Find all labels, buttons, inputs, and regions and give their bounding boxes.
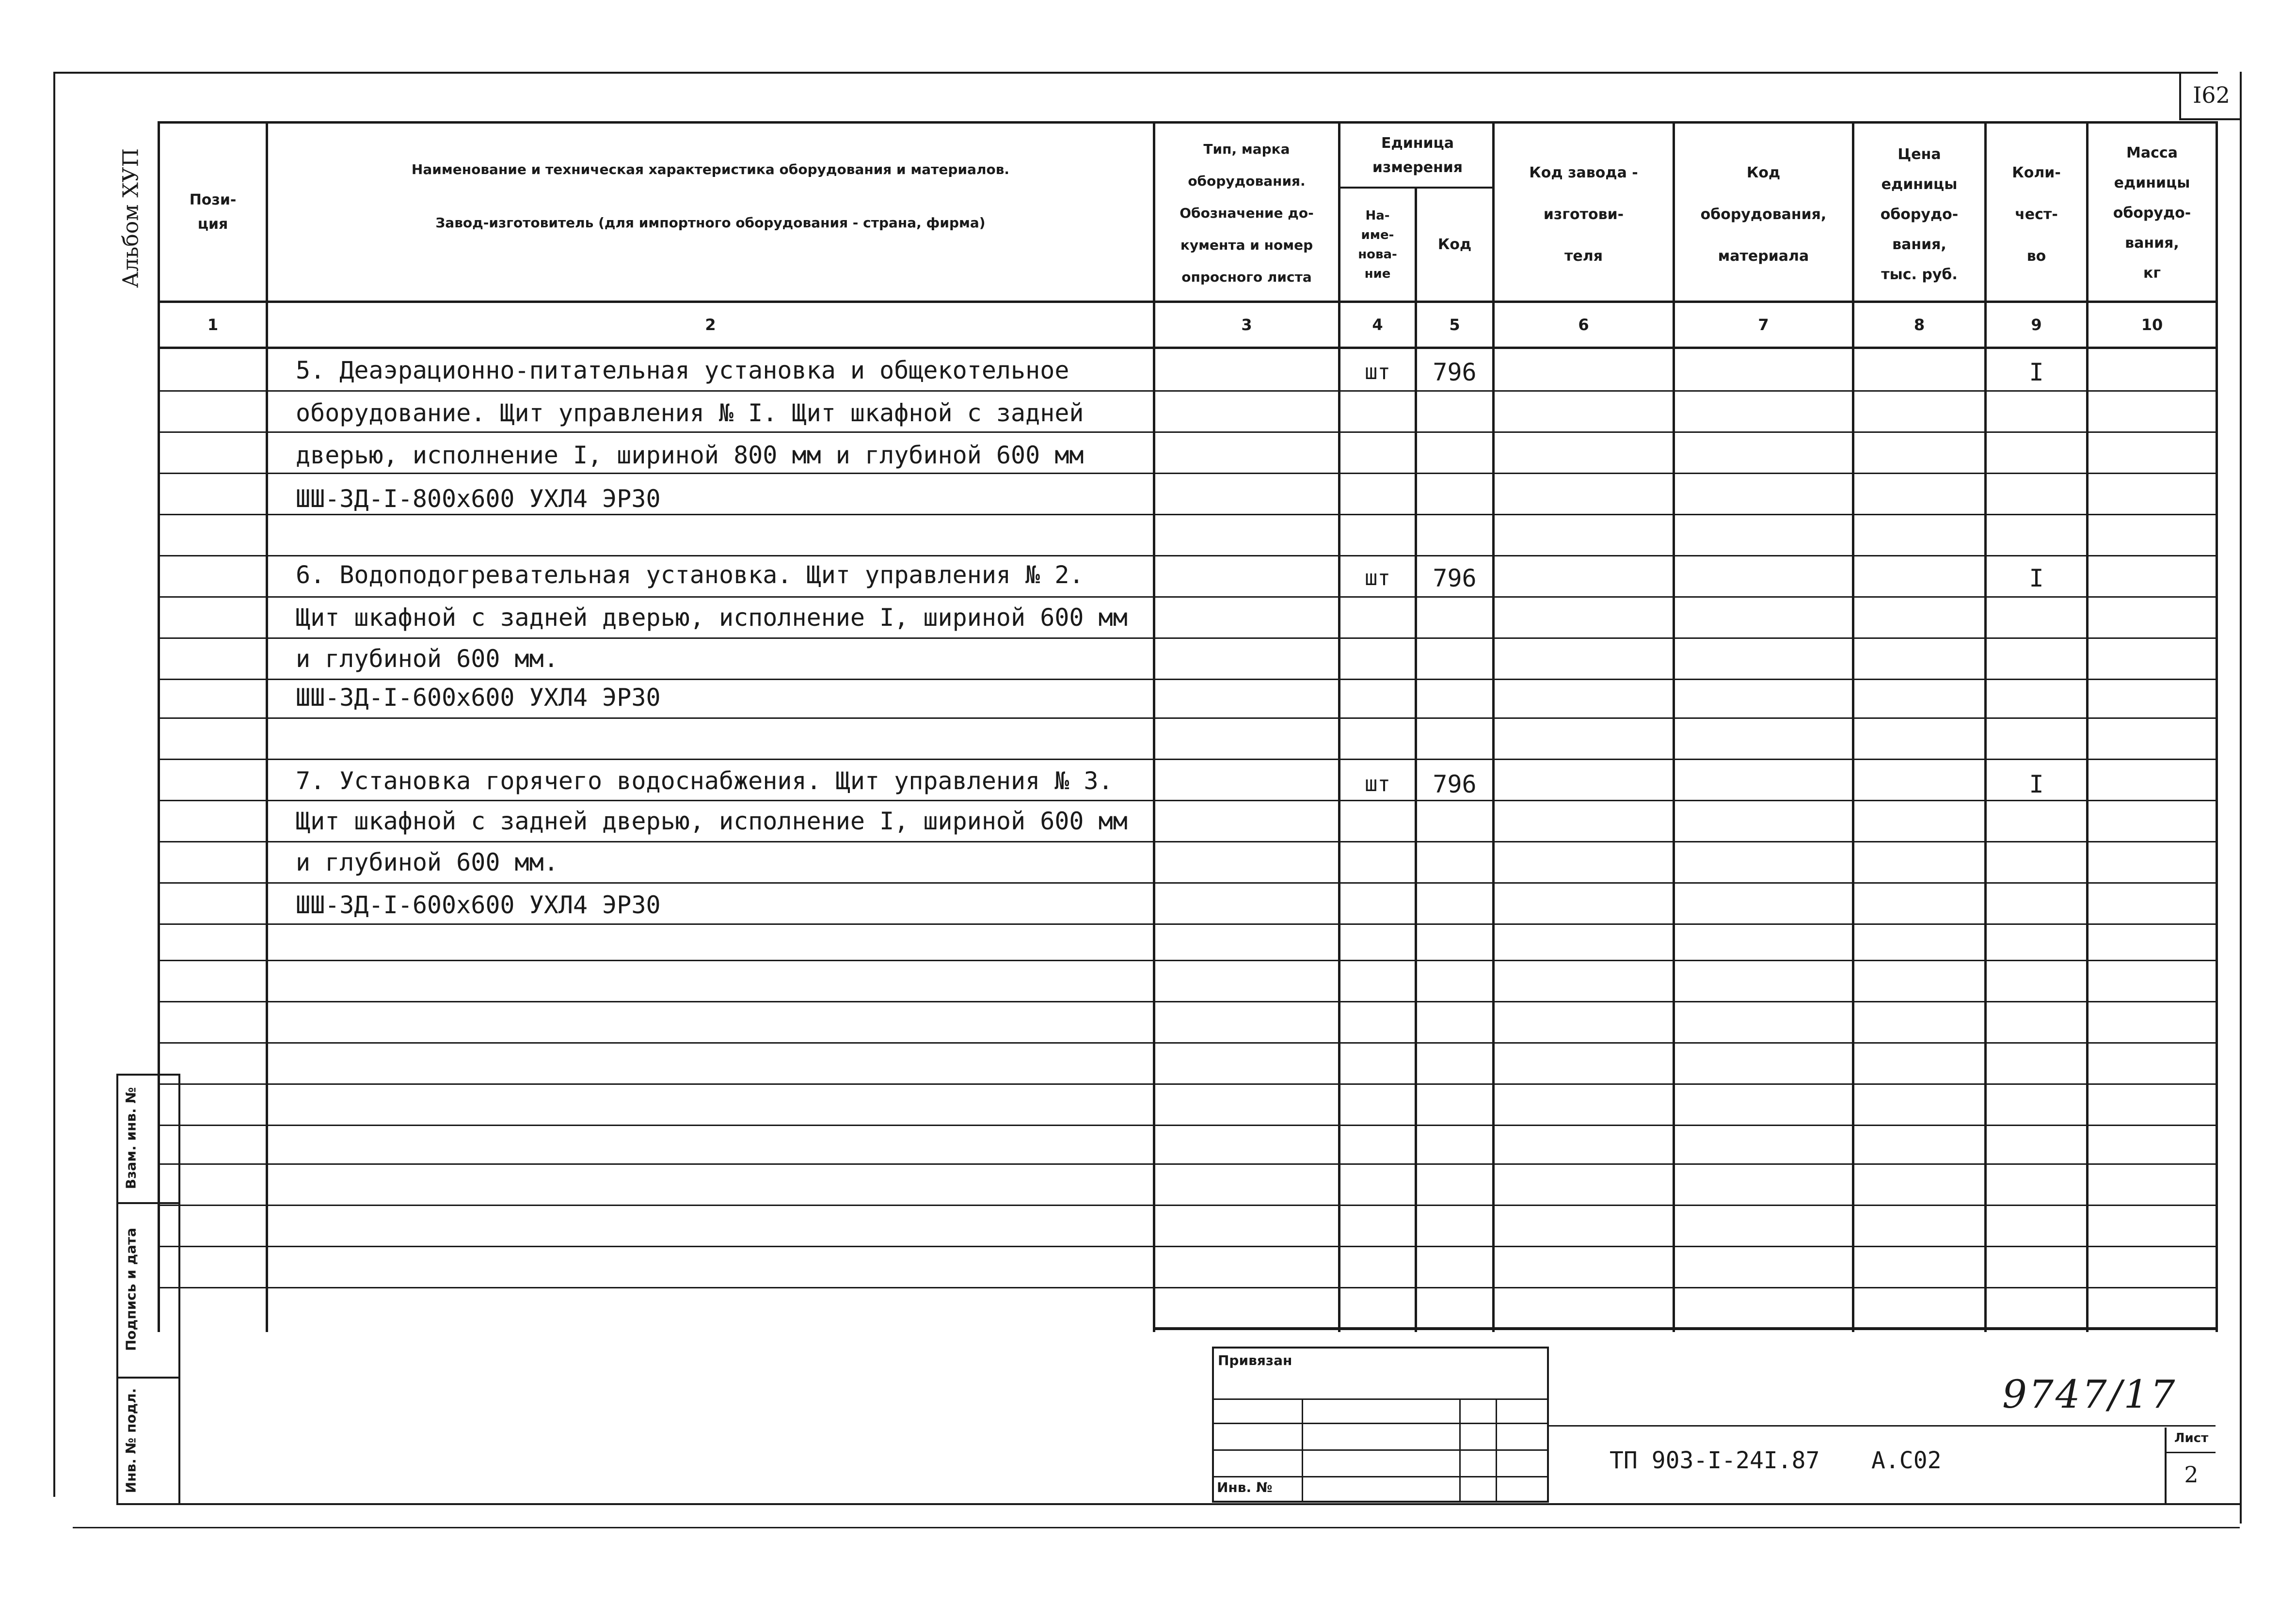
frame-bottom-line [73, 1527, 2240, 1528]
stamp-signature-date: Подпись и дата [123, 1227, 139, 1351]
item-text-line: Щит шкафной с задней дверью, исполнение I, шириной 600 мм [296, 603, 1128, 632]
bottom-border-line [116, 1503, 2240, 1505]
sheet-code: А.С02 [1871, 1447, 1942, 1474]
bound-label: Привязан [1218, 1352, 1292, 1368]
bound-vline-2 [1459, 1398, 1461, 1503]
table-row-line [160, 800, 2216, 801]
column-number-7: 7 [1758, 316, 1769, 334]
column-number-5: 5 [1449, 316, 1460, 334]
stamp-right-line [178, 1074, 180, 1505]
stamp-divider-2 [116, 1377, 180, 1379]
table-row-line [160, 882, 2216, 884]
unit-group-line [1338, 187, 1495, 189]
header-unit-name: На- име- нова- ние [1358, 208, 1397, 281]
header-unit-price: Цена единицы оборудо- вания, тыс. руб. [1880, 145, 1959, 283]
item-unit: шт [1365, 360, 1390, 384]
item-quantity: I [2029, 564, 2044, 592]
item-unit: шт [1365, 566, 1390, 590]
table-row-line [160, 841, 2216, 842]
page-number: I62 [2179, 72, 2242, 120]
bound-line-4 [1212, 1476, 1549, 1477]
table-row-line [160, 1246, 2216, 1247]
bound-vline-3 [1496, 1398, 1497, 1503]
column-number-2: 2 [705, 316, 716, 334]
item-unit-code: 796 [1433, 358, 1477, 386]
table-bottom-line [1153, 1327, 2218, 1330]
header-quantity: Коли- чест- во [2012, 164, 2061, 265]
stamp-left-line [116, 1074, 118, 1505]
stamp-top-line [116, 1074, 180, 1076]
inv-label: Инв. № [1217, 1479, 1273, 1495]
stamp-divider-1 [116, 1202, 180, 1204]
item-unit-code: 796 [1433, 770, 1477, 798]
item-text-line: и глубиной 600 мм. [296, 848, 558, 876]
item-quantity: I [2029, 770, 2044, 798]
column-number-4: 4 [1372, 316, 1383, 334]
table-row-line [160, 473, 2216, 474]
item-text-line: 5. Деаэрационно-питательная установка и общекотельное [296, 356, 1069, 384]
column-number-3: 3 [1241, 316, 1252, 334]
header-name-line2: Завод-изготовитель (для импортного оборудования - страна, фирма) [435, 215, 986, 231]
table-row-line [160, 960, 2216, 961]
table-row-line [160, 637, 2216, 639]
header-position: Пози- ция [189, 191, 237, 233]
item-text-line: ШШ-ЗД-I-600х600 УХЛ4 ЭР30 [296, 683, 661, 712]
bound-line-3 [1212, 1449, 1549, 1451]
frame-left-line [53, 72, 55, 1497]
column-number-8: 8 [1913, 316, 1925, 334]
header-unit-group: Единица измерения [1372, 135, 1463, 176]
handwritten-number: 9747/17 [2002, 1372, 2177, 1417]
table-row-line [160, 759, 2216, 760]
sheet-label: Лист [2174, 1431, 2209, 1445]
table-row-line [160, 717, 2216, 719]
header-factory-code: Код завода - изготови- теля [1529, 164, 1638, 265]
table-row-line [160, 1163, 2216, 1165]
frame-right-line [2240, 72, 2242, 1524]
column-number-1: 1 [207, 316, 219, 334]
frame-top-line [53, 72, 2218, 74]
bound-vline-1 [1302, 1398, 1303, 1503]
column-number-10: 10 [2141, 316, 2163, 334]
table-row-line [160, 679, 2216, 680]
header-equipment-code: Код оборудования, материала [1700, 164, 1827, 265]
table-row-line [160, 923, 2216, 925]
bound-line-2 [1212, 1423, 1549, 1424]
item-text-line: 7. Установка горячего водоснабжения. Щит управления № 3. [296, 767, 1113, 795]
header-unit-code: Код [1437, 236, 1472, 253]
item-text-line: ШШ-ЗД-I-600х600 УХЛ4 ЭР30 [296, 891, 661, 919]
sheet-box-divider [2165, 1452, 2216, 1453]
table-row-line [160, 1125, 2216, 1126]
table-row-line [160, 1287, 2216, 1288]
column-number-9: 9 [2031, 316, 2042, 334]
column-number-6: 6 [1578, 316, 1589, 334]
item-text-line: оборудование. Щит управления № I. Щит шкафной с задней [296, 399, 1084, 427]
item-unit: шт [1365, 772, 1390, 796]
table-row-line [160, 1083, 2216, 1085]
table-row-line [160, 1001, 2216, 1002]
table-row-line [160, 514, 2216, 515]
document-code: ТП 903-I-24I.87 [1610, 1447, 1820, 1474]
item-text-line: 6. Водоподогревательная установка. Щит управления № 2. [296, 561, 1084, 589]
table-row-line [160, 1042, 2216, 1044]
sheet-number: 2 [2184, 1461, 2199, 1488]
album-label: Альбом ХУП [118, 148, 144, 288]
header-name-line1: Наименование и техническая характеристика оборудования и материалов. [411, 161, 1010, 177]
table-row-line [160, 555, 2216, 556]
bound-line-1 [1212, 1398, 1549, 1400]
item-text-line: и глубиной 600 мм. [296, 645, 558, 673]
stamp-original-inv: Инв. № подл. [123, 1388, 139, 1493]
numbers-bottom-line [158, 347, 2218, 349]
header-top-line [158, 121, 2218, 124]
table-row-line [160, 431, 2216, 433]
item-text-line: дверью, исполнение I, шириной 800 мм и глубиной 600 мм [296, 441, 1084, 469]
item-text-line: ШШ-ЗД-I-800х600 УХЛ4 ЭР30 [296, 485, 661, 513]
stamp-replaced-inv: Взам. инв. № [123, 1087, 139, 1190]
table-row-line [160, 596, 2216, 598]
item-unit-code: 796 [1433, 564, 1477, 592]
header-mass: Масса единицы оборудо- вания, кг [2113, 144, 2191, 282]
header-type: Тип, марка оборудования. Обозначение до- кумента и номер опросного листа [1180, 141, 1314, 285]
table-row-line [160, 1205, 2216, 1206]
item-quantity: I [2029, 358, 2044, 386]
code-row-top-line [1549, 1425, 2216, 1427]
item-text-line: Щит шкафной с задней дверью, исполнение I, шириной 600 мм [296, 807, 1128, 835]
table-row-line [160, 390, 2216, 392]
